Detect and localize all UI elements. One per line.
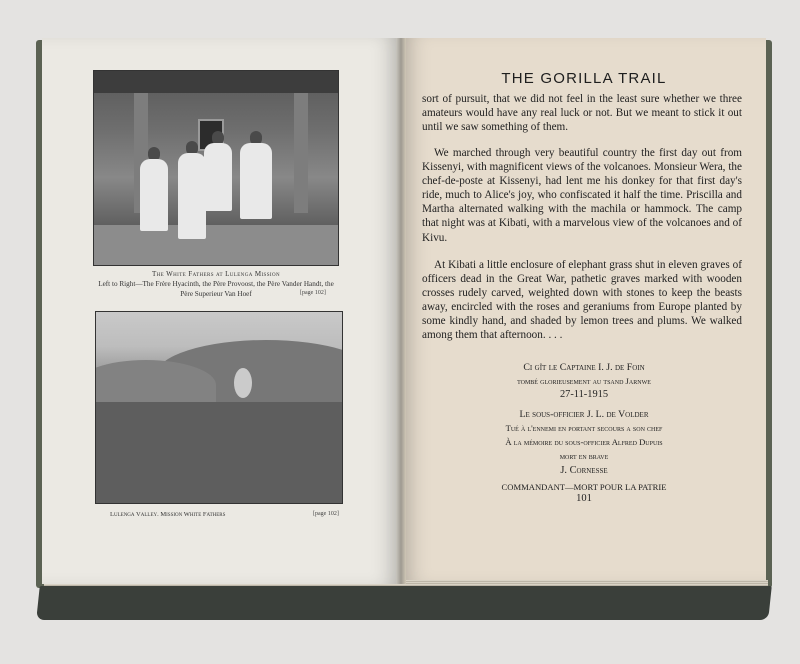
- epitaph-line: J. Cornesse: [560, 465, 608, 476]
- photo2-page-ref: [page 102]: [313, 511, 339, 517]
- page-number: 101: [576, 493, 592, 504]
- figure-robe: [204, 143, 232, 211]
- epitaph-line: tombé glorieusement au tsand Jarnwe: [517, 376, 651, 386]
- photo1-caption: Left to Right—The Frère Hyacinth, the Père Provoost, the Père Vander Handt, the Père Superieur Van Hoef: [98, 280, 334, 298]
- epitaph-line: 27-11-1915: [559, 389, 609, 400]
- epitaph-line: Le sous-officier J. L. de Volder: [519, 409, 649, 420]
- paragraph: We marched through very beautiful country the first day out from Kissenyi, with magnificent views of the volcanoes. Monsieur Wera, the chef-de-poste at Kissenyi, had lent me his donkey for that first day's ride, much to Alice's joy, who confiscated it half the time. Priscilla and Martha alternated walking with the machila or hammock. The camp that night was at Kibati, with a marvelous view of the volcanoes and of Kivu.: [422, 147, 742, 244]
- photo-roof: [94, 71, 338, 93]
- figure-robe: [140, 159, 168, 231]
- epitaph-line: Ci gît le Captaine I. J. de Foin: [523, 362, 645, 373]
- paragraph: At Kibati a little enclosure of elephant grass shut in eleven graves of officers dead in the Great War, pathetic graves marked with wooden crosses rudely carved, weighted down with stones to keep the beasts away, encircled with the roses and geraniums from Europe planted by some kindly hand, and shaded by lemon trees and plums. We walked among them that afternoon. . . .: [422, 259, 742, 342]
- figure-robe: [240, 143, 272, 219]
- photo-lulenga-valley: [95, 311, 343, 504]
- book-spine-shadow: [36, 586, 772, 620]
- photo-white-fathers: [93, 70, 339, 266]
- running-head: THE GORILLA TRAIL: [501, 70, 667, 87]
- photo1-page-ref: [page 102]: [300, 290, 326, 296]
- epitaph-line: COMMANDANT—MORT POUR LA PATRIE: [501, 482, 667, 492]
- paragraph: sort of pursuit, that we did not feel in the least sure whether we three amateurs would have any real luck or not. But we meant to stick it out until we saw something of them.: [422, 93, 742, 134]
- epitaph-line: Tué à l'ennemi en portant secours a son chef: [505, 423, 663, 433]
- epitaph-line: À la mémoire du sous-officier Alfred Dupuis: [505, 437, 663, 447]
- figure-robe: [178, 153, 206, 239]
- photo-smoke: [234, 368, 252, 398]
- photo-pillar: [294, 93, 308, 213]
- photo-ground: [94, 225, 338, 265]
- epitaph-line: mort en brave: [559, 452, 609, 461]
- photo1-title: The White Fathers at Lulenga Mission: [151, 270, 281, 278]
- photo2-title: Lulenga Valley. Mission White Fathers: [110, 511, 226, 518]
- photo-field: [96, 402, 343, 504]
